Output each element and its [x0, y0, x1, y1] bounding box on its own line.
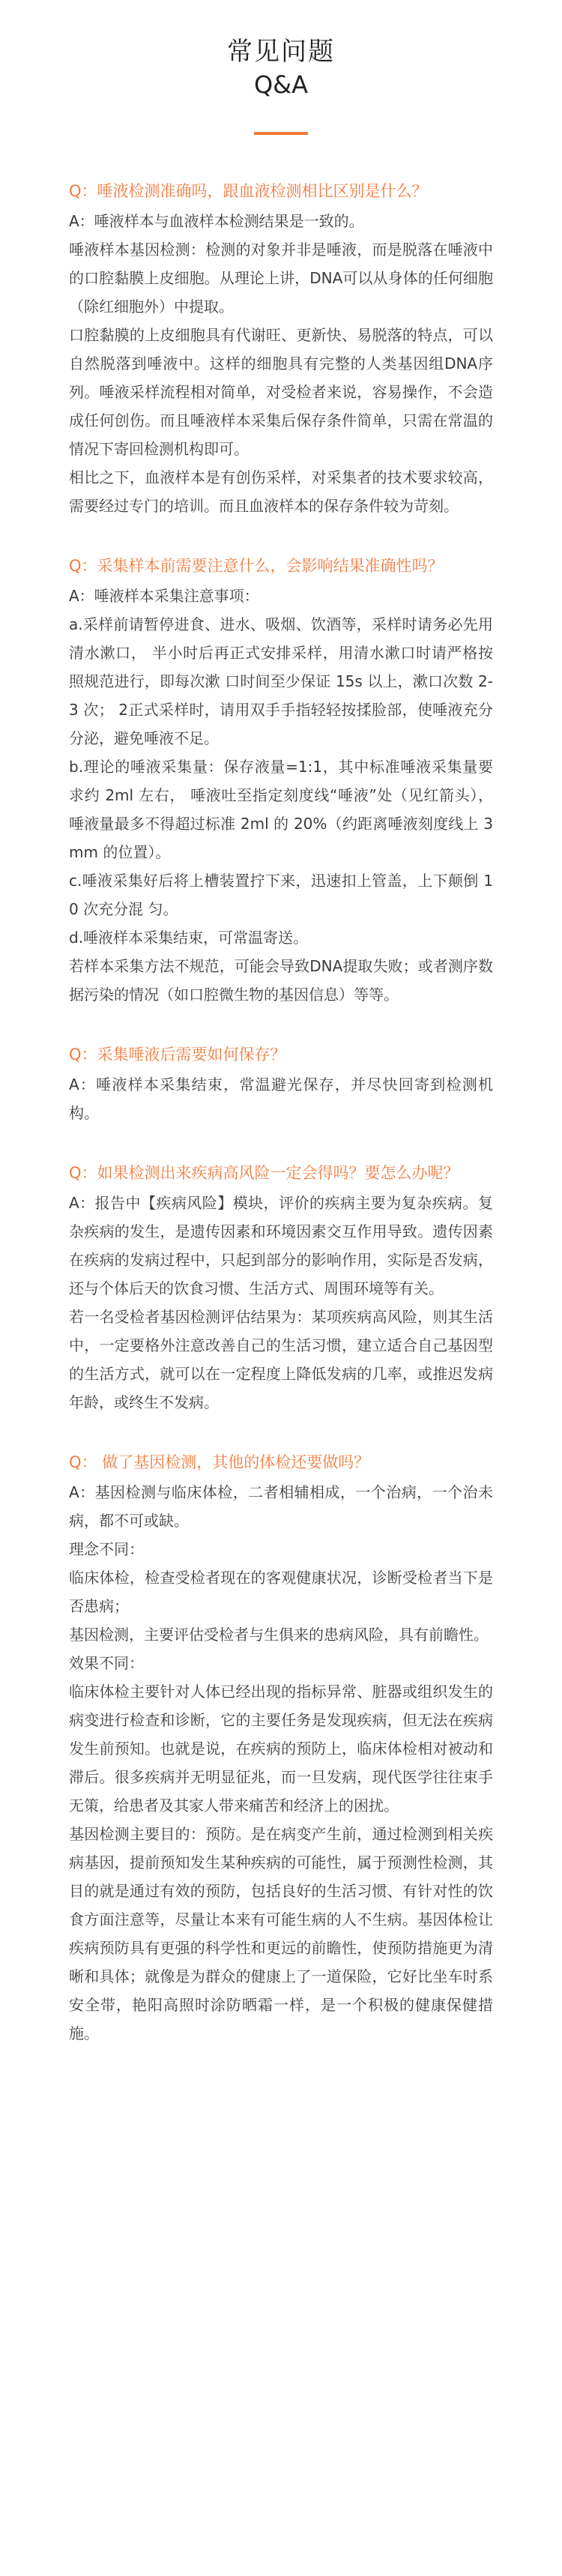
title-divider	[254, 132, 308, 135]
faq-answer-paragraph: 基因检测，主要评估受检者与生俱来的患病风险，具有前瞻性。	[69, 1626, 489, 1644]
faq-answer-paragraph: 口腔黏膜的上皮细胞具有代谢旺、更新快、易脱落的特点，可以自然脱落到唾液中。这样的细胞具有完整的人类基因组DNA序列。唾液采样流程相对简单，对受检者来说，容易操作，不会造成任何创伤。而且唾液样本采集后保存条件简单，只需在常温的情况下寄回检测机构即可。	[69, 326, 493, 458]
faq-answer-paragraph: 理念不同：	[69, 1540, 144, 1558]
faq-list	[69, 178, 493, 2048]
faq-answer-paragraph: d.唾液样本采集结束，可常温寄送。	[69, 929, 309, 947]
faq-item	[69, 553, 493, 1009]
faq-answer-paragraph: 基因检测主要目的：预防。是在病变产生前，通过检测到相关疾病基因，提前预知发生某种疾病的可能性，属于预测性检测，其目的就是通过有效的预防，包括良好的生活习惯、有针对性的饮食方面注意等，尽量让本来有可能生病的人不生病。基因体检让疾病预防具有更强的科学性和更远的前瞻性，使预防措施更为清晰和具体；就像是为群众的健康上了一道保险，它好比坐车时系安全带，艳阳高照时涂防晒霜一样，是一个积极的健康保健措施。	[69, 1825, 493, 2042]
faq-question: Q：如果检测出来疾病高风险一定会得吗？要怎么办呢？	[69, 1164, 459, 1182]
page-subtitle: Q&A	[253, 70, 309, 99]
faq-answer-paragraph: 若样本采集方法不规范，可能会导致DNA提取失败；或者测序数据污染的情况（如口腔微生物的基因信息）等等。	[69, 957, 493, 1004]
faq-answer-paragraph: A：唾液样本与血液样本检测结果是一致的。	[69, 212, 364, 230]
faq-answer-paragraph: 临床体检，检查受检者现在的客观健康状况，诊断受检者当下是否患病；	[69, 1569, 493, 1615]
faq-question: Q： 做了基因检测，其他的体检还要做吗？	[69, 1453, 370, 1471]
faq-answer-paragraph: A：基因检测与临床体检，二者相辅相成，一个治病，一个治未病，都不可或缺。	[69, 1483, 493, 1530]
faq-answer-paragraph: A：唾液样本采集结束，常温避光保存，并尽快回寄到检测机构。	[69, 1076, 493, 1122]
faq-answer-paragraph: c.唾液采集好后将上槽装置拧下来，迅速扣上管盖，上下颠倒 10 次充分混 匀。	[69, 872, 493, 918]
faq-answer-paragraph: 临床体检主要针对人体已经出现的指标异常、脏器或组织发生的病变进行检查和诊断，它的主要任务是发现疾病，但无法在疾病发生前预知。也就是说，在疾病的预防上，临床体检相对被动和滞后。很多疾病并无明显征兆，而一旦发病，现代医学往往束手无策，给患者及其家人带来痛苦和经济上的困扰。	[69, 1683, 493, 1815]
faq-answer-paragraph: 若一名受检者基因检测评估结果为：某项疾病高风险，则其生活中，一定要格外注意改善自己的生活习惯，建立适合自己基因型的生活方式，就可以在一定程度上降低发病的几率，或推迟发病年龄，或终生不发病。	[69, 1308, 493, 1411]
faq-answer-paragraph: 效果不同：	[69, 1654, 144, 1672]
page-header	[69, 0, 493, 135]
faq-item	[69, 1160, 493, 1417]
faq-question: Q：采集唾液后需要如何保存？	[69, 1046, 286, 1064]
faq-answer-paragraph: A：报告中【疾病风险】模块，评价的疾病主要为复杂疾病。复杂疾病的发生，是遗传因素和环境因素交互作用导致。遗传因素在疾病的发病过程中，只起到部分的影响作用，实际是否发病，还与个体后天的饮食习惯、生活方式、周围环境等有关。	[69, 1194, 493, 1297]
faq-answer-paragraph: A：唾液样本采集注意事项：	[69, 587, 259, 605]
faq-question: Q：采集样本前需要注意什么，会影响结果准确性吗？	[69, 557, 444, 575]
faq-item	[69, 1042, 493, 1127]
faq-question: Q：唾液检测准确吗，跟血液检测相比区别是什么？	[69, 182, 428, 200]
faq-answer-paragraph: 相比之下，血液样本是有创伤采样，对采集者的技术要求较高，需要经过专门的培训。而且血液样本的保存条件较为苛刻。	[69, 468, 493, 515]
faq-answer-paragraph: 唾液样本基因检测：检测的对象并非是唾液，而是脱落在唾液中的口腔黏膜上皮细胞。从理论上讲，DNA可以从身体的任何细胞（除红细胞外）中提取。	[69, 241, 493, 316]
faq-answer-paragraph: b.理论的唾液采集量：保存液量=1:1，其中标准唾液采集量要求约 2ml 左右， 唾液吐至指定刻度线“唾液”处（见红箭头），唾液量最多不得超过标准 2ml 的 20%（约距离唾液刻度线上 3mm 的位置）。	[69, 758, 493, 861]
faq-answer-paragraph: a.采样前请暂停进食、进水、吸烟、饮酒等，采样时请务必先用清水漱口， 半小时后再正式安排采样，用清水漱口时请严格按照规范进行，即每次漱 口时间至少保证 15s 以上，漱口次数 2-3 次； 2正式采样时，请用双手手指轻轻按揉脸部，使唾液充分分泌，避免唾液不足。	[69, 615, 493, 747]
faq-item	[69, 1450, 493, 2048]
faq-item	[69, 178, 493, 520]
page-title: 常见问题	[227, 37, 335, 67]
